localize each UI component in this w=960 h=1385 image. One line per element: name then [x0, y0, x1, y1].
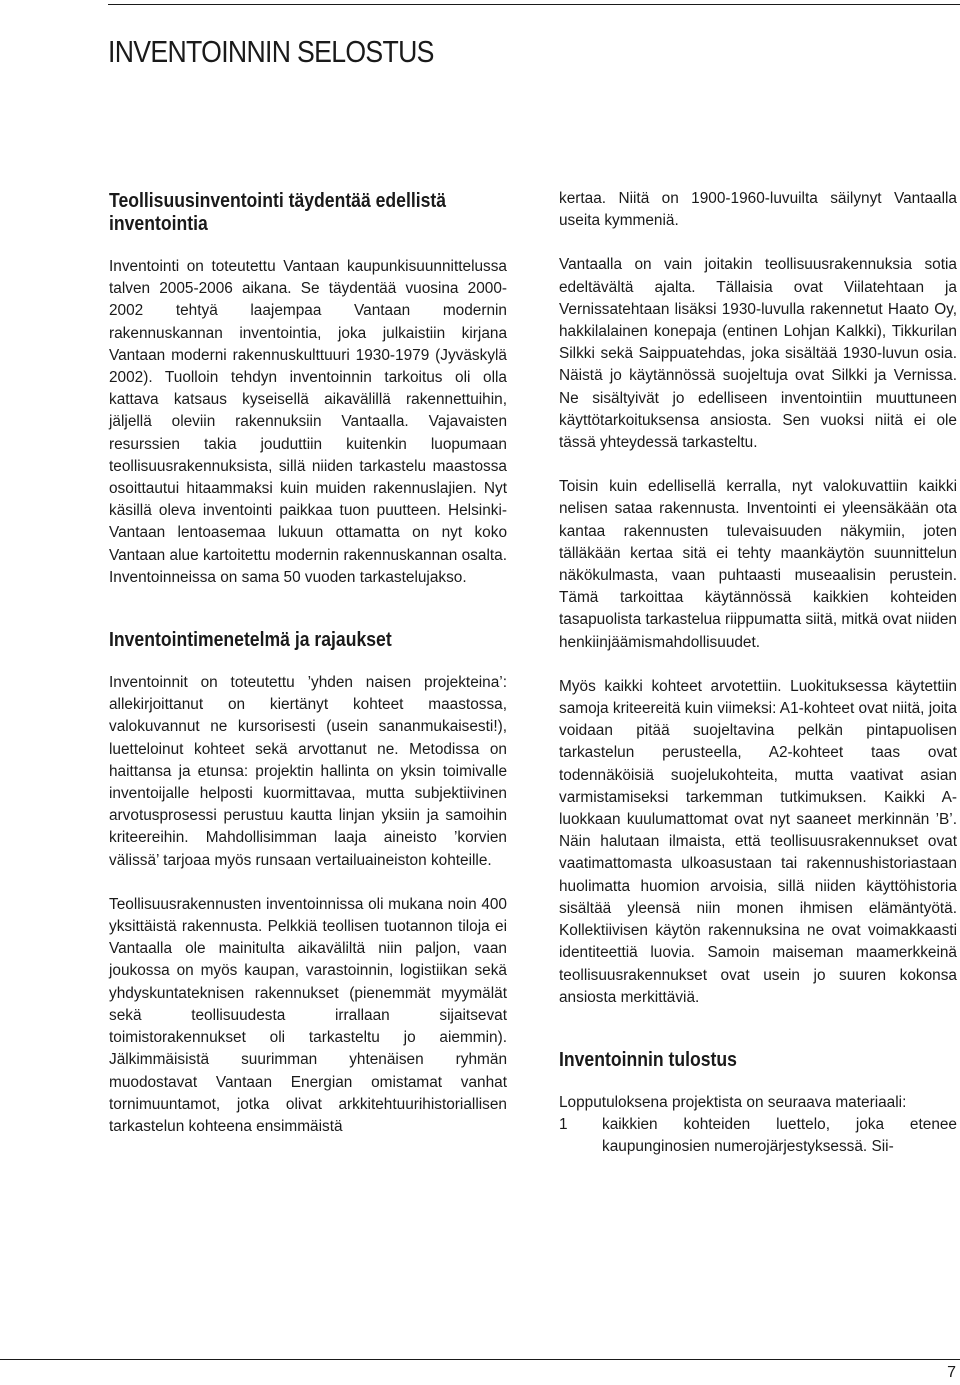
paragraph: Teollisuusrakennusten inventoinnissa oli mukana noin 400 yksittäistä rakennusta. Pelkkiä teollisen tuotannon tiloja ei Vantaalla ole mainitulta aikaväliltä niin paljon, vaan joukossa on myös kaupan, varastoinnin, logistiikan sekä yhdyskuntateknisen rakennukset (pienemmät myymälät sekä teollisuudesta irrallaan sijaitsevat toimistorakennukset oli tarkasteltu jo aiemmin). Jälkimmäisistä suurimman yhtenäisen ryhmän muodostavat Vantaan Energian omistamat vanhat tornimuuntamot, jotka olivat arkkitehtuurihistoriallisen tarkastelun kohteena ensimmäistä — [109, 895, 507, 1135]
list-item — [559, 1114, 957, 1158]
paragraph: Inventoinnit on toteutettu ’yhden naisen projekteina’: allekirjoittanut on kiertänyt kohteet maastossa, valokuvannut ne kursorisesti (usein sananmukaisesti!), luetteloinut kohteet sekä arvottanut ne. Metodissa on haittansa ja etunsa: projektin hallinta on yksin toimivalle inventoijalle helposti kuormittavaa, mutta subjektiivinen arvotusprosessi perustuu kautta linjan yksiin ja samoihin kriteereihin. Mahdollisimman laaja aineisto ’korvien välissä’ tarjoaa myös runsaan vertailuaineiston kohteille. — [109, 674, 507, 869]
top-rule — [108, 4, 960, 5]
paragraph: Vantaalla on vain joitakin teollisuusrakennuksia sotia edeltävältä ajalta. Tällaisia ovat Viilatehtaan ja Vernissatehtaan lisäksi 1930-luvulla rakennetut Haato Oy, hakkilalainen konepaja (entinen Lohjan Kalkki), Tikkurilan Silkki sekä Saippuatehdas, joka sisältää 1930-luvun osia. Näistä jo käytännössä suojeltuja ovat Silkki ja Vernissa. Ne sisältyivät jo edelliseen inventointiin muuttuneen käyttötarkoituksensa ansiosta. Sen vuoksi niitä ei ole tässä yhteydessä tarkasteltu. — [559, 256, 957, 452]
paragraph: kertaa. Niitä on 1900-1960-luvuilta säilynyt Vantaalla useita kymmeniä. — [559, 190, 957, 230]
list-item-text: kaikkien kohteiden luettelo, joka etenee kaupunginosien numerojärjestyksessä. Sii- — [602, 1116, 957, 1156]
section-heading-inventointimenetelma: Inventointimenetelmä ja rajaukset — [109, 629, 392, 652]
paragraph: Lopputuloksena projektista on seuraava materiaali: — [559, 1093, 907, 1111]
page-number: 7 — [947, 1364, 956, 1381]
paragraph: Myös kaikki kohteet arvotettiin. Luokituksessa käytettiin samoja kriteereitä kuin viimeksi: A1-kohteet ovat niitä, joita voidaan pitää suojeltavina pelkän pintapuolisen tarkastelun perusteella, A2-kohteet taas ovat todennäköisiä suojelukohteita, mutta vaativat asian varmistamiseksi tarkemman tutkimuksen. Kaikki A-luokkaan kuulumattomat ovat nyt saaneet merkinnän ’B’. Näin halutaan ilmaista, että teollisuusrakennukset ovat vaatimattomasta ulkoasustaan tai rakennushistoriastaan huolimatta huomion arvoisia, sillä niiden käyttöhistoria sisältää yleensä niin monen ihmisen elämäntyötä. Kollektiivisen käytön rakennuksina ne ovat voimakkaasti identiteettiä luovia. Samoin maiseman maamerkkeinä teollisuusrakennukset ovat usein jo suuren kokonsa ansiosta merkittäviä. — [559, 677, 957, 1006]
list-item-number: 1 — [559, 1116, 568, 1134]
paragraph: Inventointi on toteutettu Vantaan kaupunkisuunnittelussa talven 2005-2006 aikana. Se täydentää vuosina 2000-2002 tehtyä laajempaa Vantaan modernin rakennuskannan inventointia, joka julkaistiin kirjana Vantaan moderni rakennuskulttuuri 1930-1979 (Jyväskylä 2002). Tuolloin tehdyn inventoinnin tarkoitus oli olla kattava katsaus kyseisellä aikavälillä rakennettuihin, jäljellä oleviin rakennuksiin Vantaalla. Vajavaisten resurssien takia jouduttiin kuitenkin luopumaan teollisuusrakennuksista, sillä niiden tarkastelu maastossa osoittautui hitaammaksi kuin muiden rakennuslajien. Nyt käsillä oleva inventointi paikkaa tuon puutteen. Helsinki-Vantaan lentoasemaa lukuun ottamatta on nyt koko Vantaan alue kartoitettu modernin rakennuskannan osalta. Inventoinneissa on sama 50 vuoden tarkastelujakso. — [109, 258, 507, 586]
paragraph: Toisin kuin edellisellä kerralla, nyt valokuvattiin kaikki nelisen sataa rakennusta. Inventointi ei yleensäkään ota kantaa rakennusten tulevaisuuden näkymiin, joten tälläkään kertaa sitä ei tehty maankäytön suunnittelun näkökulmasta, vaan puhtaasti museaalisin perustein. Tämä tarkoittaa käytännössä kaikkien kohteiden tasapuolista tarkastelua riippumatta siitä, mitkä ovat niiden henkiinjäämismahdollisuudet. — [559, 478, 957, 651]
right-column — [559, 188, 957, 1159]
section-heading-teollisuusinventointi: Teollisuusinventointi täydentää edellistä inventointia — [109, 190, 447, 235]
page-title: INVENTOINNIN SELOSTUS — [108, 34, 434, 69]
bottom-rule — [0, 1359, 960, 1360]
left-column — [109, 190, 507, 1138]
section-heading-inventoinnin-tulostus: Inventoinnin tulostus — [559, 1048, 737, 1071]
